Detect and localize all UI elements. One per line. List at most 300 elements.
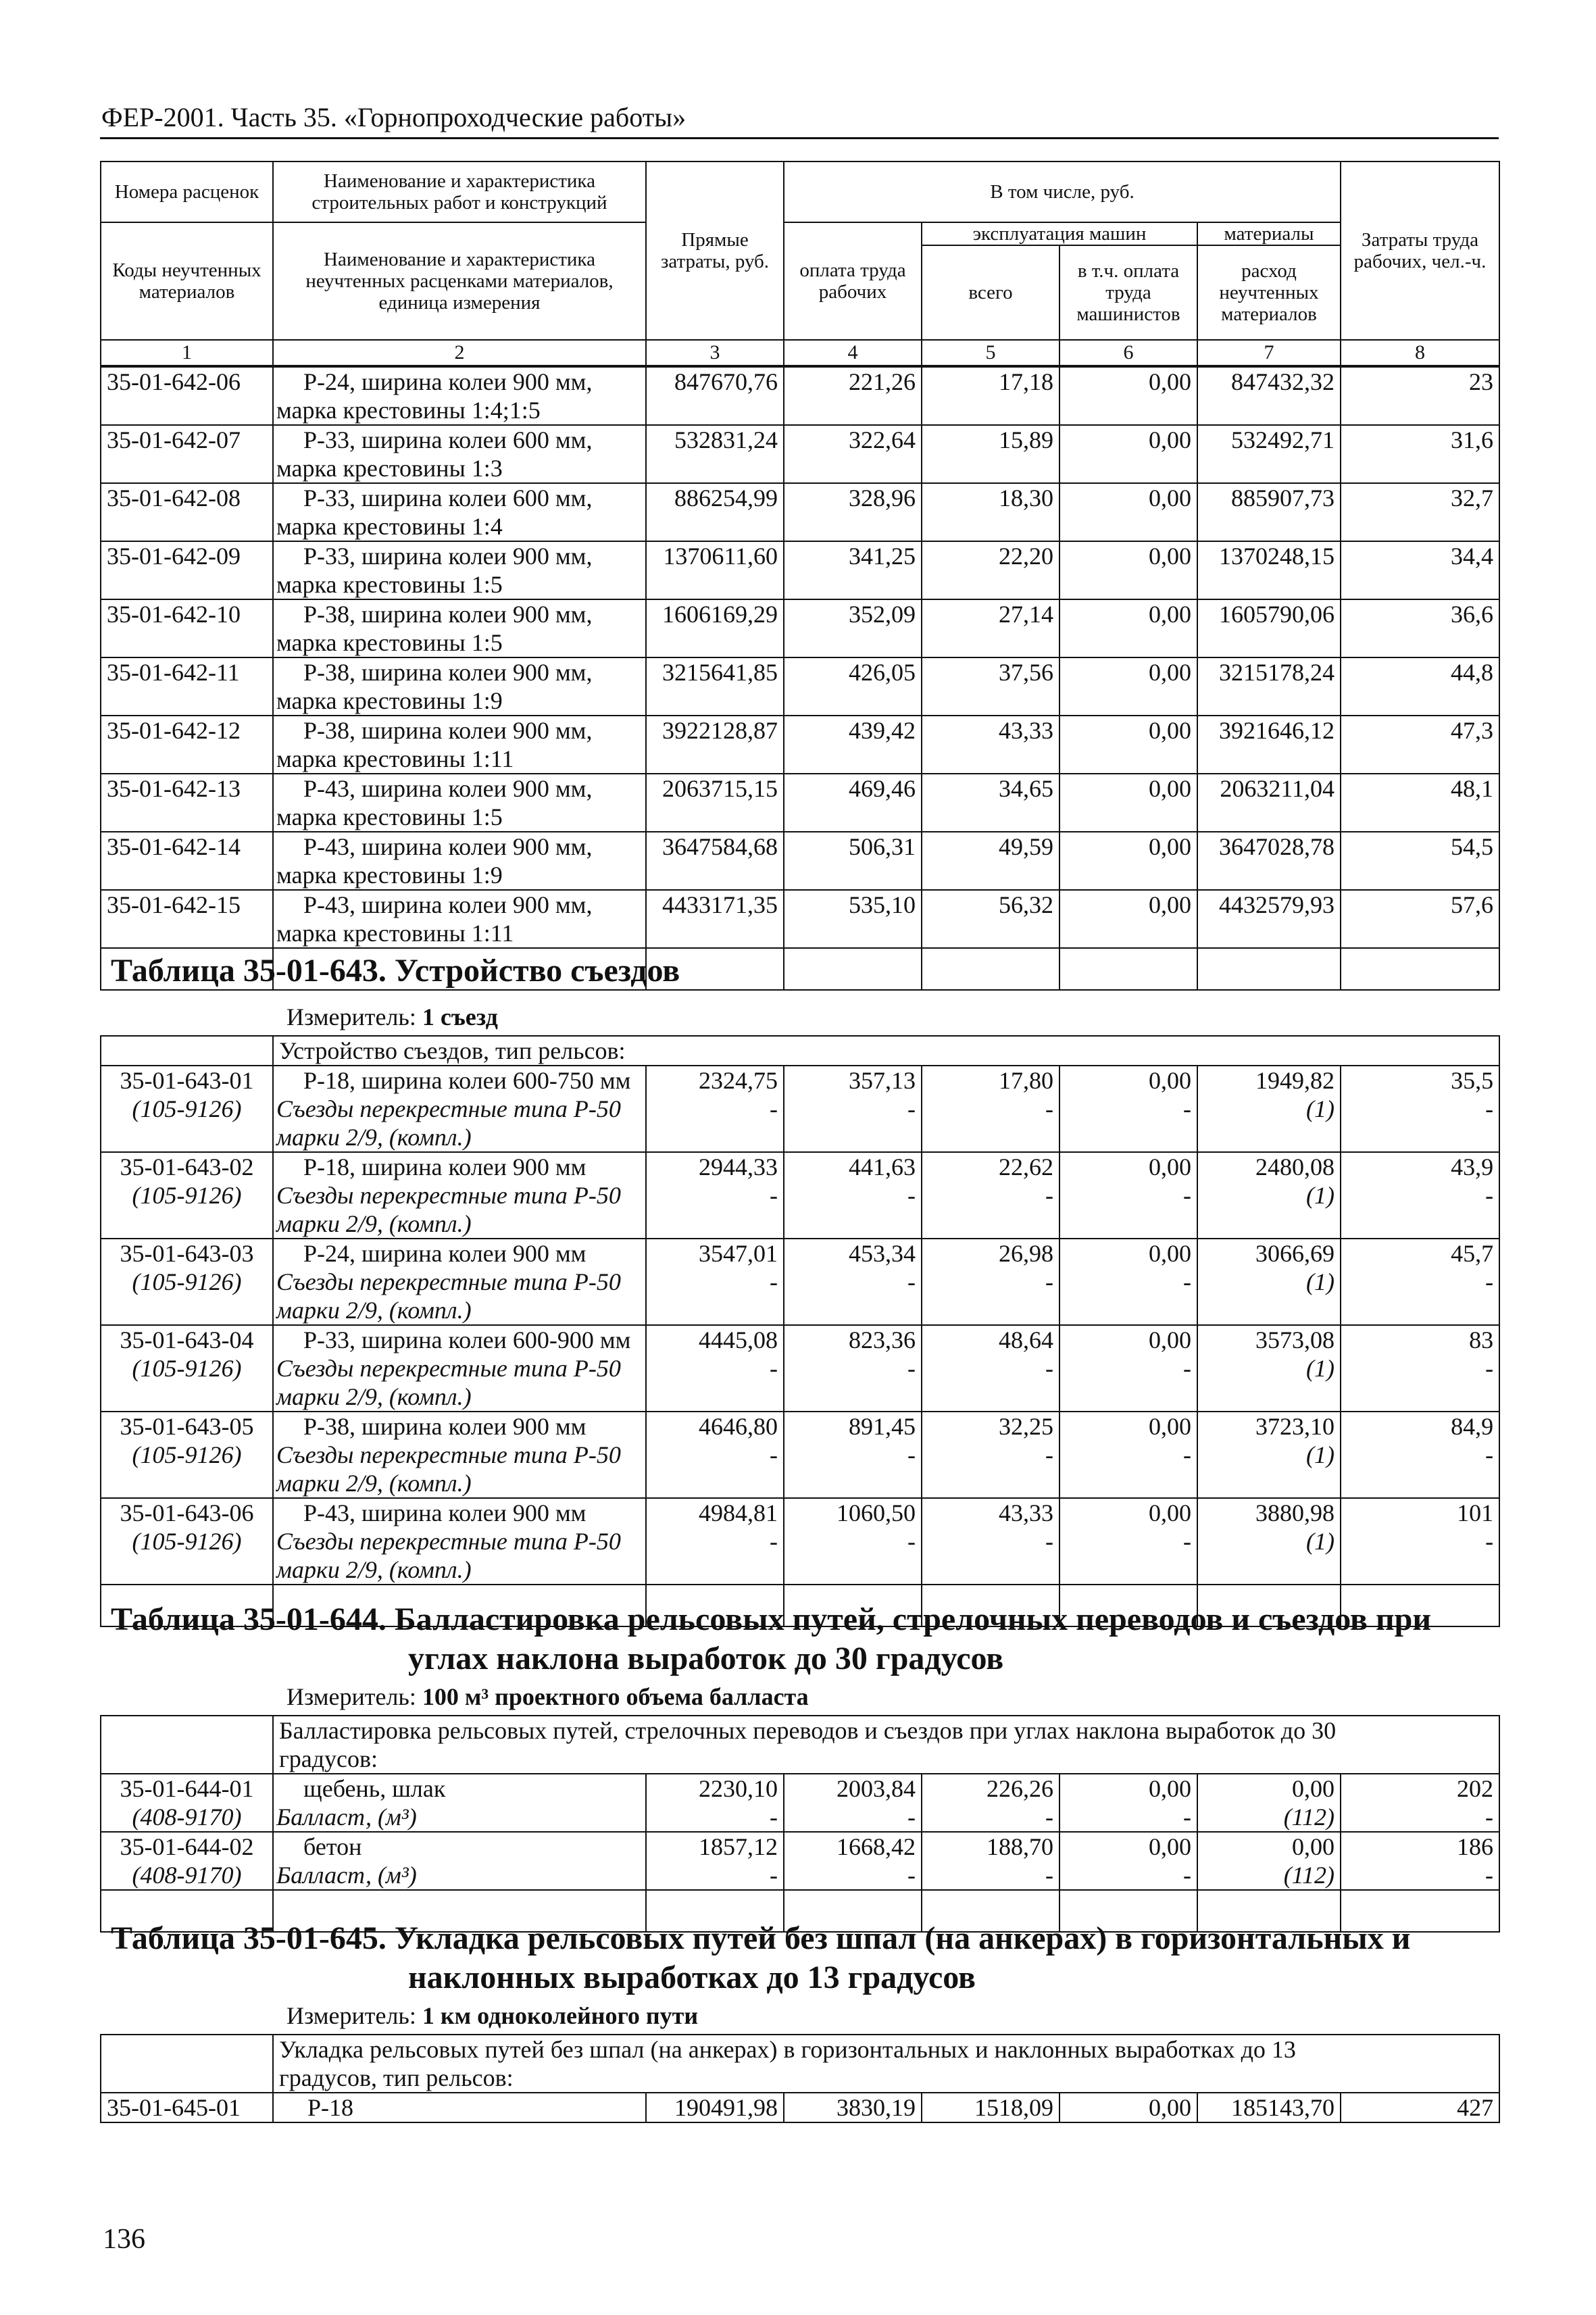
dash: - [1183,1528,1191,1555]
table-row [101,774,1499,832]
table-row [101,1152,1499,1239]
machines-total: 18,30 [922,483,1059,541]
labor-hours: 101 [1457,1499,1494,1526]
header-machines: эксплуатация машин [922,222,1197,245]
measure-label: Измеритель: [286,2002,416,2029]
work-name-line1: Р-33, ширина колеи 900 мм, [303,543,593,570]
header-col7: расход неучтенных материалов [1197,245,1341,340]
machines-total: 1518,09 [922,2093,1059,2122]
material-name-line1: Съезды перекрестные типа Р-50 [276,1182,621,1209]
material-quantity: (112) [1283,1862,1335,1889]
materials-cost: 532492,71 [1197,425,1341,483]
machines-total: 56,32 [922,890,1059,948]
dash: - [770,1528,778,1555]
page-header: ФЕР-2001. Часть 35. «Горнопроходческие работы» [101,102,687,132]
material-name-line2: марки 2/9, (компл.) [276,1210,472,1237]
rate-code-cell [101,1066,273,1152]
labor-pay-cell [784,1066,922,1152]
materials-cost: 3647028,78 [1197,832,1341,890]
machinists-pay: 0,00 [1059,367,1197,425]
machinists-pay: 0,00 [1059,599,1197,657]
rate-code: 35-01-643-02 [120,1153,254,1180]
material-name-line1: Съезды перекрестные типа Р-50 [276,1441,621,1468]
machines-total: 48,64 [999,1326,1053,1353]
machines-total-cell [922,1774,1059,1832]
machines-total-cell [922,1066,1059,1152]
machinists-pay-cell [1059,1832,1197,1890]
rate-code: 35-01-642-07 [101,425,273,483]
labor-hours: 202 [1457,1775,1493,1802]
materials-cost-cell [1197,1412,1341,1498]
rate-code: 35-01-644-02 [120,1833,254,1860]
materials-cost: 1949,82 [1255,1067,1335,1094]
material-quantity: (1) [1306,1182,1335,1209]
section-title-line1: Таблица 35-01-645. Укладка рельсовых путей без шпал (на анкерах) в горизонтальных и [111,1920,1411,1956]
direct-cost: 2063715,15 [646,774,784,832]
machinists-pay: 0,00 [1059,657,1197,716]
work-name-line1: Р-43, ширина колеи 900 мм, [303,891,593,918]
work-name-cell [273,1325,646,1412]
machines-total-cell [922,1239,1059,1325]
machines-total: 32,25 [999,1413,1053,1440]
work-name: Р-18, ширина колеи 600-750 мм [303,1067,631,1094]
table-row [101,1325,1499,1412]
material-name-line1: Съезды перекрестные типа Р-50 [276,1268,621,1295]
table-644 [100,1715,1500,1933]
material-code: (408-9170) [132,1803,242,1831]
col-number: 4 [784,340,922,366]
rate-code-cell [101,1412,273,1498]
section-644 [100,1600,1499,1933]
labor-pay: 891,45 [849,1413,916,1440]
labor-hours: 84,9 [1451,1413,1494,1440]
section-645 [100,1919,1499,2123]
table-642-body [100,366,1500,991]
sub-blank [101,1036,273,1066]
work-name-line2: марка крестовины 1:4;1:5 [276,397,541,424]
machines-total: 26,98 [999,1240,1053,1267]
dash: - [1045,1528,1053,1555]
direct-cost: 3647584,68 [646,832,784,890]
work-name [273,367,646,425]
machines-total: 27,14 [922,599,1059,657]
dash: - [770,1095,778,1122]
labor-pay: 221,26 [784,367,922,425]
table-row [101,890,1499,948]
material-code: (105-9126) [132,1095,242,1122]
material-code: (408-9170) [132,1862,242,1889]
labor-pay-cell [784,1498,922,1585]
direct-cost: 4433171,35 [646,890,784,948]
labor-pay-cell [784,1832,922,1890]
machinists-pay-cell [1059,1066,1197,1152]
materials-cost-cell [1197,1774,1341,1832]
dash: - [1045,1355,1053,1382]
dash: - [907,1268,916,1295]
work-name-line2: марка крестовины 1:3 [276,455,503,482]
dash: - [907,1528,916,1555]
material-name-line1: Съезды перекрестные типа Р-50 [276,1355,621,1382]
machinists-pay: 0,00 [1149,1775,1191,1802]
materials-cost: 2063211,04 [1197,774,1341,832]
measure [286,1683,1499,1711]
work-name-cell [273,1152,646,1239]
labor-hours: 57,6 [1341,890,1499,948]
work-name: бетон [303,1833,362,1860]
labor-hours-cell [1341,1412,1499,1498]
rate-code: 35-01-645-01 [101,2093,273,2122]
materials-cost: 0,00 [1292,1775,1335,1802]
labor-pay: 341,25 [784,541,922,599]
work-name-cell [273,1774,646,1832]
machines-total: 22,62 [999,1153,1053,1180]
table-row [101,599,1499,657]
labor-pay: 823,36 [849,1326,916,1353]
labor-pay: 535,10 [784,890,922,948]
labor-pay: 1060,50 [837,1499,916,1526]
dash: - [770,1803,778,1831]
machines-total: 34,65 [922,774,1059,832]
machines-total: 17,80 [999,1067,1053,1094]
header-col5: всего [922,245,1059,340]
labor-hours: 35,5 [1451,1067,1494,1094]
work-name-line1: Р-43, ширина колеи 900 мм, [303,775,593,802]
rate-code-cell [101,1832,273,1890]
material-quantity: (1) [1306,1528,1335,1555]
direct-cost-cell [646,1239,784,1325]
work-name-line2: марка крестовины 1:4 [276,513,503,540]
col-number: 5 [922,340,1059,366]
direct-cost: 1857,12 [699,1833,778,1860]
dash: - [1485,1095,1494,1122]
machinists-pay: 0,00 [1059,2093,1197,2122]
machinists-pay: 0,00 [1149,1833,1191,1860]
machinists-pay: 0,00 [1059,832,1197,890]
labor-hours-cell [1341,1152,1499,1239]
machinists-pay-cell [1059,1239,1197,1325]
work-name [273,890,646,948]
labor-pay: 2003,84 [837,1775,916,1802]
work-name: Р-38, ширина колеи 900 мм [303,1413,587,1440]
table-row [101,483,1499,541]
labor-hours: 44,8 [1341,657,1499,716]
measure-label: Измеритель: [286,1683,416,1710]
machinists-pay: 0,00 [1149,1326,1191,1353]
materials-cost: 1605790,06 [1197,599,1341,657]
work-name-line2: марка крестовины 1:5 [276,803,503,830]
machinists-pay-cell [1059,1498,1197,1585]
material-quantity: (1) [1306,1095,1335,1122]
dash: - [1045,1182,1053,1209]
measure-value: 100 м³ проектного объема балласта [422,1683,809,1710]
header-col4: оплата труда рабочих [784,222,922,340]
work-name: щебень, шлак [303,1775,446,1802]
machinists-pay: 0,00 [1149,1413,1191,1440]
dash: - [1183,1182,1191,1209]
rate-code: 35-01-642-06 [101,367,273,425]
material-code: (105-9126) [132,1268,242,1295]
dash: - [1045,1803,1053,1831]
table-642 [100,161,1499,991]
direct-cost: 3215641,85 [646,657,784,716]
materials-cost-cell [1197,1152,1341,1239]
work-name-cell [273,1412,646,1498]
material-name-line2: марки 2/9, (компл.) [276,1470,472,1497]
work-name-line2: марка крестовины 1:5 [276,571,503,598]
dash: - [1045,1268,1053,1295]
rate-code: 35-01-642-10 [101,599,273,657]
machinists-pay-cell [1059,1774,1197,1832]
sub-blank [101,1716,273,1774]
labor-pay: 3830,19 [784,2093,922,2122]
labor-hours: 31,6 [1341,425,1499,483]
materials-cost: 847432,32 [1197,367,1341,425]
machinists-pay-cell [1059,1152,1197,1239]
materials-cost: 3921646,12 [1197,716,1341,774]
direct-cost: 3922128,87 [646,716,784,774]
labor-hours: 34,4 [1341,541,1499,599]
dash: - [770,1182,778,1209]
section-643 [100,951,1499,1627]
sub-blank [101,2035,273,2093]
dash: - [1183,1441,1191,1468]
dash: - [907,1441,916,1468]
page-number: 136 [103,2224,145,2255]
machinists-pay: 0,00 [1149,1499,1191,1526]
dash: - [907,1862,916,1889]
measure-label: Измеритель: [286,1003,416,1030]
materials-cost: 4432579,93 [1197,890,1341,948]
labor-pay: 469,46 [784,774,922,832]
dash: - [1485,1862,1493,1889]
work-name: Р-18 [273,2093,646,2122]
rate-code: 35-01-642-15 [101,890,273,948]
work-name: Р-33, ширина колеи 600-900 мм [303,1326,631,1353]
subheader-line1: Балластировка рельсовых путей, стрелочных переводов и съездов при углах наклона выработок до 30 [279,1717,1337,1744]
header-col6: в т.ч. оплата труда машинистов [1059,245,1197,340]
table-row [101,832,1499,890]
work-name-line1: Р-38, ширина колеи 900 мм, [303,659,593,686]
section-title-line2: наклонных выработках до 13 градусов [408,1960,976,1995]
rate-code: 35-01-642-12 [101,716,273,774]
labor-hours: 23 [1341,367,1499,425]
material-name-line2: марки 2/9, (компл.) [276,1383,472,1410]
rate-code-cell [101,1239,273,1325]
direct-cost: 1370611,60 [646,541,784,599]
table-row [101,657,1499,716]
rate-code-cell [101,1152,273,1239]
direct-cost: 532831,24 [646,425,784,483]
work-name-line1: Р-38, ширина колеи 900 мм, [303,601,593,628]
labor-pay: 357,13 [849,1067,916,1094]
labor-pay: 506,31 [784,832,922,890]
direct-cost-cell [646,1832,784,1890]
dash: - [770,1268,778,1295]
labor-hours: 43,9 [1451,1153,1494,1180]
table-row [101,1774,1499,1832]
work-name-cell [273,1498,646,1585]
machinists-pay: 0,00 [1059,890,1197,948]
subheader-line2: градусов, тип рельсов: [279,2064,514,2091]
material-name-line1: Съезды перекрестные типа Р-50 [276,1095,621,1122]
table-row [101,367,1499,425]
machinists-pay-cell [1059,1412,1197,1498]
material-name-line2: марки 2/9, (компл.) [276,1124,472,1151]
col-number: 1 [101,340,273,366]
machines-total-cell [922,1412,1059,1498]
section-title-line2: углах наклона выработок до 30 градусов [408,1641,1004,1676]
dash: - [1183,1095,1191,1122]
header-col3: Прямые затраты, руб. [646,161,784,340]
work-name [273,599,646,657]
rate-code-cell [101,1325,273,1412]
header-col1-top: Номера расценок [101,161,273,222]
table-row [101,1498,1499,1585]
materials-cost-cell [1197,1498,1341,1585]
machinists-pay-cell [1059,1325,1197,1412]
dash: - [1183,1862,1191,1889]
labor-pay: 426,05 [784,657,922,716]
machinists-pay: 0,00 [1059,483,1197,541]
work-name-line1: Р-43, ширина колеи 900 мм, [303,833,593,860]
materials-cost: 3880,98 [1255,1499,1335,1526]
labor-pay: 439,42 [784,716,922,774]
rate-code: 35-01-642-09 [101,541,273,599]
measure-value: 1 км одноколейного пути [422,2002,699,2029]
materials-cost-cell [1197,1325,1341,1412]
work-name-line2: марка крестовины 1:5 [276,629,503,656]
section-title [111,1919,1499,1997]
material-code: (105-9126) [132,1441,242,1468]
machines-total: 43,33 [999,1499,1053,1526]
direct-cost-cell [646,1412,784,1498]
work-name-line1: Р-33, ширина колеи 600 мм, [303,484,593,512]
dash: - [1045,1095,1053,1122]
machinists-pay: 0,00 [1149,1067,1191,1094]
labor-hours: 186 [1457,1833,1493,1860]
rate-code: 35-01-643-05 [120,1413,254,1440]
dash: - [1045,1441,1053,1468]
machines-total: 17,18 [922,367,1059,425]
material-name: Балласт, (м³) [276,1862,417,1889]
labor-pay: 1668,42 [837,1833,916,1860]
dash: - [1485,1268,1494,1295]
direct-cost: 2324,75 [699,1067,778,1094]
dash: - [1485,1441,1494,1468]
dash: - [1183,1355,1191,1382]
machinists-pay: 0,00 [1059,716,1197,774]
col-number: 3 [646,340,784,366]
labor-hours-cell [1341,1774,1499,1832]
materials-cost: 0,00 [1292,1833,1335,1860]
labor-pay: 453,34 [849,1240,916,1267]
labor-pay: 441,63 [849,1153,916,1180]
direct-cost-cell [646,1498,784,1585]
machines-total-cell [922,1832,1059,1890]
work-name-line1: Р-38, ширина колеи 900 мм, [303,717,593,744]
work-name [273,832,646,890]
direct-cost: 4646,80 [699,1413,778,1440]
machines-total-cell [922,1498,1059,1585]
work-name-line1: Р-33, ширина колеи 600 мм, [303,426,593,453]
work-name [273,774,646,832]
material-name: Балласт, (м³) [276,1803,417,1831]
header-materials: материалы [1197,222,1341,245]
table-row [101,541,1499,599]
machines-total: 37,56 [922,657,1059,716]
direct-cost-cell [646,1066,784,1152]
materials-cost: 2480,08 [1255,1153,1335,1180]
material-name-line1: Съезды перекрестные типа Р-50 [276,1528,621,1555]
work-name-cell [273,1832,646,1890]
machinists-pay: 0,00 [1059,425,1197,483]
header-col2-top: Наименование и характеристика строительных работ и конструкций [273,161,646,222]
labor-pay: 328,96 [784,483,922,541]
subheader [273,1716,1499,1774]
machines-total: 188,70 [987,1833,1053,1860]
table-row [101,1239,1499,1325]
rate-code-cell [101,1498,273,1585]
labor-hours: 54,5 [1341,832,1499,890]
materials-cost: 3066,69 [1255,1240,1335,1267]
direct-cost-cell [646,1152,784,1239]
labor-hours: 32,7 [1341,483,1499,541]
measure [286,1003,1499,1031]
section-title-line1: Таблица 35-01-644. Балластировка рельсовых путей, стрелочных переводов и съездов при [111,1601,1431,1637]
labor-hours: 47,3 [1341,716,1499,774]
material-name-line2: марки 2/9, (компл.) [276,1297,472,1324]
dash: - [1183,1268,1191,1295]
rate-code: 35-01-643-04 [120,1326,254,1353]
work-name: Р-18, ширина колеи 900 мм [303,1153,587,1180]
machines-total: 15,89 [922,425,1059,483]
subheader-line1: Укладка рельсовых путей без шпал (на анкерах) в горизонтальных и наклонных выработках до 13 [279,2036,1296,2063]
col-number: 7 [1197,340,1341,366]
labor-hours: 45,7 [1451,1240,1494,1267]
machinists-pay: 0,00 [1059,541,1197,599]
material-name-line2: марки 2/9, (компл.) [276,1556,472,1583]
subheader: Устройство съездов, тип рельсов: [273,1036,1499,1066]
direct-cost: 4445,08 [699,1326,778,1353]
materials-cost: 1370248,15 [1197,541,1341,599]
labor-hours-cell [1341,1325,1499,1412]
dash: - [1485,1182,1494,1209]
dash: - [1485,1803,1493,1831]
rate-code: 35-01-643-01 [120,1067,254,1094]
dash: - [907,1095,916,1122]
labor-hours-cell [1341,1066,1499,1152]
machinists-pay: 0,00 [1059,774,1197,832]
material-code: (105-9126) [132,1528,242,1555]
labor-hours: 36,6 [1341,599,1499,657]
materials-cost: 3573,08 [1255,1326,1335,1353]
work-name [273,425,646,483]
materials-cost: 185143,70 [1197,2093,1341,2122]
work-name [273,483,646,541]
rate-code: 35-01-642-14 [101,832,273,890]
direct-cost: 4984,81 [699,1499,778,1526]
direct-cost: 847670,76 [646,367,784,425]
rate-code: 35-01-642-13 [101,774,273,832]
machinists-pay: 0,00 [1149,1153,1191,1180]
material-code: (105-9126) [132,1182,242,1209]
rate-code: 35-01-644-01 [120,1775,254,1802]
labor-hours-cell [1341,1832,1499,1890]
work-name [273,541,646,599]
measure [286,2001,1499,2030]
labor-pay-cell [784,1412,922,1498]
work-name-line2: марка крестовины 1:11 [276,920,514,947]
